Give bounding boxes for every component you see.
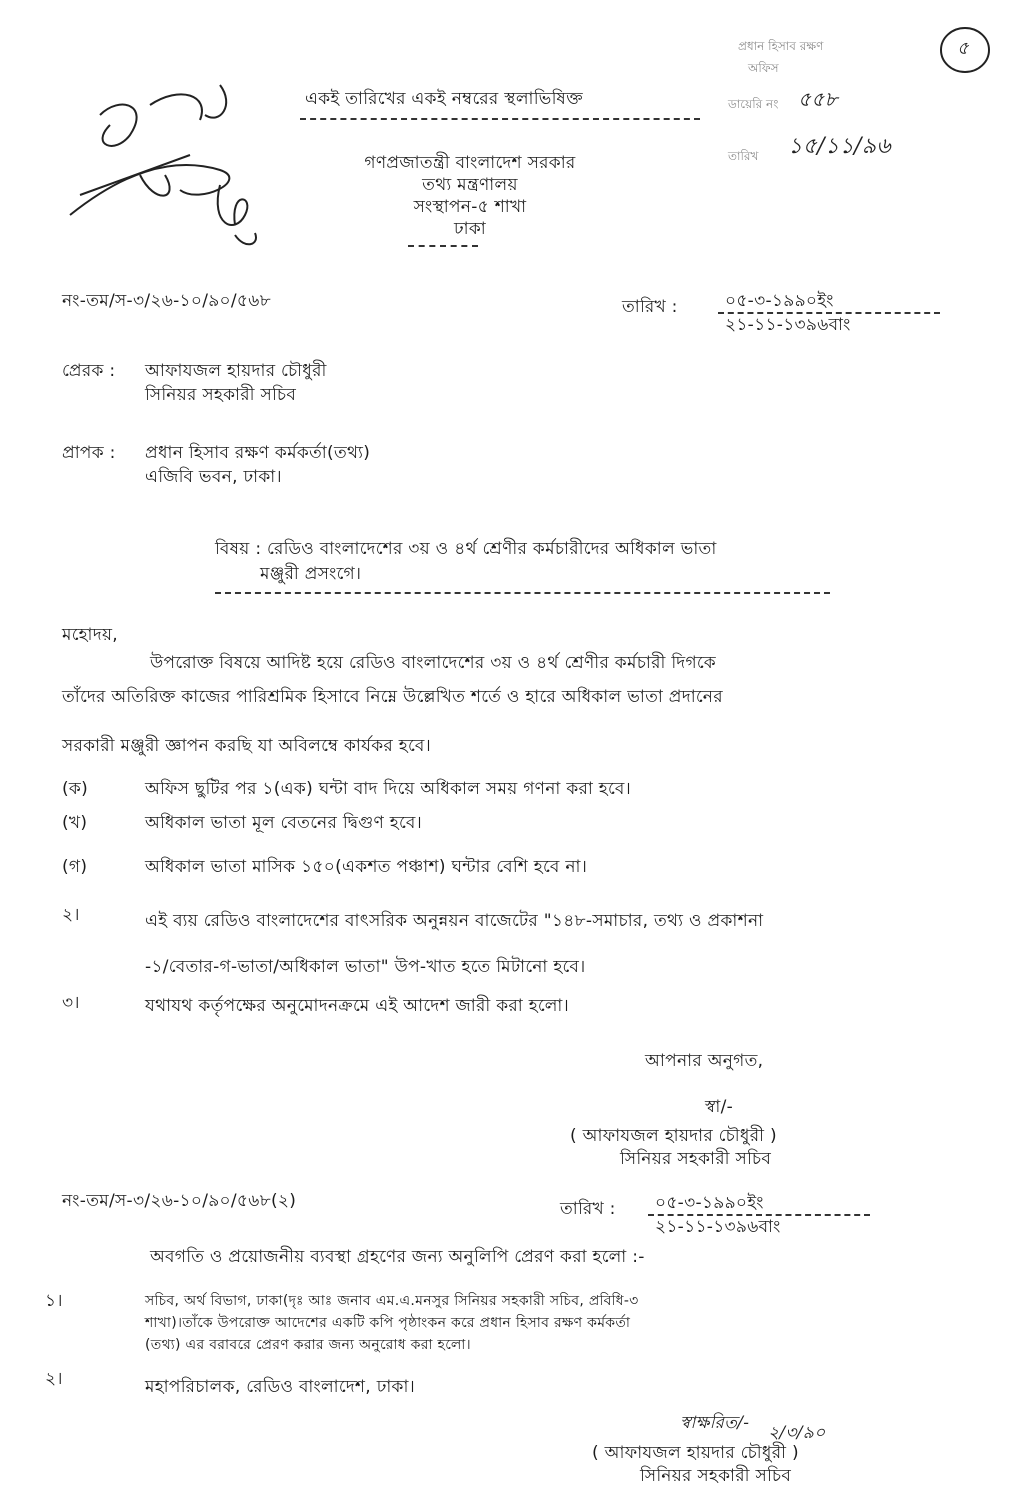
condition-text: অধিকাল ভাতা মাসিক ১৫০(একশত পঞ্চাশ) ঘন্টার বেশি হবে না। [145, 857, 588, 877]
signed-mark: স্বা/- [705, 1097, 734, 1117]
paragraph-mark: ৩। [62, 993, 80, 1013]
body-paragraph-line: -১/বেতার-গ-ভাতা/অধিকাল ভাতা" উপ-খাত হতে মিটানো হবে। [145, 957, 586, 977]
condition-mark: (ক) [62, 779, 89, 799]
memo-date-en: ০৫-৩-১৯৯০ইং [725, 291, 834, 311]
memo-date-bn: ২১-১১-১৩৯৬বাং [725, 315, 851, 335]
copy-intro: অবগতি ও প্রয়োজনীয় ব্যবস্থা গ্রহণের জন্য অনুলিপি প্রেরণ করা হলো :- [150, 1247, 645, 1267]
stamp-date-label: তারিখ [728, 149, 759, 163]
recipient-line-2: এজিবি ভবন, ঢাকা। [145, 467, 282, 487]
sender-designation: সিনিয়র সহকারী সচিব [145, 385, 297, 405]
sender-name: আফাযজল হায়দার চৌধুরী [145, 361, 327, 381]
signatory-designation: সিনিয়র সহকারী সচিব [620, 1149, 772, 1169]
condition-mark: (খ) [62, 813, 88, 833]
footer-signatory-designation: সিনিয়র সহকারী সচিব [640, 1466, 792, 1486]
signatory-name: ( আফাযজল হায়দার চৌধুরী ) [570, 1126, 777, 1146]
divider [215, 592, 830, 594]
subject-line-1: বিষয় : রেডিও বাংলাদেশের ৩য় ও ৪র্থ শ্রেণীর কর্মচারীদের অধিকাল ভাতা [215, 539, 717, 559]
condition-mark: (গ) [62, 857, 88, 877]
body-paragraph-line: এই ব্যয় রেডিও বাংলাদেশের বাৎসরিক অনুন্নয়ন বাজেটের "১৪৮-সমাচার, তথ্য ও প্রকাশনা [145, 911, 764, 931]
body-paragraph-line: উপরোক্ত বিষয়ে আদিষ্ট হয়ে রেডিও বাংলাদেশের ৩য় ও ৪র্থ শ্রেণীর কর্মচারী দিগকে [150, 653, 716, 673]
stamp-diary-number: ৫৫৮ [798, 87, 838, 111]
copy-item-mark: ১। [45, 1291, 63, 1311]
footer-signed-mark: স্বাক্ষরিত/- [680, 1413, 750, 1433]
body-paragraph-line: তাঁদের অতিরিক্ত কাজের পারিশ্রমিক হিসাবে নিম্নে উল্লেখিত শর্তে ও হারে অধিকাল ভাতা প্রদানের [62, 687, 723, 707]
condition-text: অফিস ছুটির পর ১(এক) ঘন্টা বাদ দিয়ে অধিকাল সময় গণনা করা হবে। [145, 779, 632, 799]
recipient-label: প্রাপক : [62, 443, 116, 463]
branch-name: সংস্থাপন-৫ শাখা [413, 197, 527, 217]
stamp-diary-label: ডায়েরি নং [728, 97, 779, 111]
copy-memo-date-en: ০৫-৩-১৯৯০ইং [655, 1193, 764, 1213]
copy-memo-date-label: তারিখ : [560, 1199, 616, 1219]
city-name: ঢাকা [454, 219, 486, 239]
page-number: ৫ [957, 38, 969, 59]
closing: আপনার অনুগত, [645, 1051, 764, 1071]
copy-item-line: (তথ্য) এর বরাবরে প্রেরণ করার জন্য অনুরোধ করা হলো। [145, 1337, 471, 1353]
copy-item-mark: ২। [45, 1369, 63, 1389]
stamp-date-value: ১৫/১১/৯৬ [788, 134, 891, 159]
memo-date-label: তারিখ : [622, 297, 678, 317]
footer-signatory-name: ( আফাযজল হায়দার চৌধুরী ) [592, 1443, 799, 1463]
copy-item-line: মহাপরিচালক, রেডিও বাংলাদেশ, ঢাকা। [145, 1377, 416, 1397]
divider [408, 245, 478, 247]
government-name: গণপ্রজাতন্ত্রী বাংলাদেশ সরকার [364, 153, 576, 173]
salutation: মহোদয়, [62, 625, 118, 645]
stamp-office-line-2: অফিস [748, 61, 779, 75]
memo-number: নং-তম/স-৩/২৬-১০/৯০/৫৬৮ [62, 291, 271, 311]
subject-line-2: মঞ্জুরী প্রসংগে। [260, 564, 362, 584]
condition-text: অধিকাল ভাতা মূল বেতনের দ্বিগুণ হবে। [145, 813, 422, 833]
stamp-office-line: প্রধান হিসাব রক্ষণ [738, 39, 824, 53]
copy-memo-date-bn: ২১-১১-১৩৯৬বাং [655, 1217, 781, 1237]
divider [300, 118, 700, 120]
sender-label: প্রেরক : [62, 361, 116, 381]
paragraph-mark: ২। [62, 905, 80, 925]
body-paragraph-line: যথাযথ কর্তৃপক্ষের অনুমোদনক্রমে এই আদেশ জারী করা হলো। [145, 996, 570, 1016]
copy-item-line: সচিব, অর্থ বিভাগ, ঢাকা(দৃঃ আঃ জনাব এম.এ.মনসুর সিনিয়র সহকারী সচিব, প্রবিধি-৩ [145, 1293, 639, 1309]
footer-signed-date: ২/৩/৯০ [768, 1423, 826, 1443]
body-paragraph-line: সরকারী মঞ্জুরী জ্ঞাপন করছি যা অবিলম্বে কার্যকর হবে। [62, 736, 431, 756]
copy-memo-number: নং-তম/স-৩/২৬-১০/৯০/৫৬৮(২) [62, 1191, 297, 1211]
ministry-name: তথ্য মন্ত্রণালয় [422, 175, 518, 195]
receipt-stamp [728, 38, 928, 178]
recipient-line-1: প্রধান হিসাব রক্ষণ কর্মকর্তা(তথ্য) [145, 443, 371, 463]
handwritten-signature-scribble [60, 75, 290, 265]
copy-item-line: শাখা)।তাঁকে উপরোক্ত আদেশের একটি কপি পৃষ্ঠাংকন করে প্রধান হিসাব রক্ষণ কর্মকর্তা [145, 1315, 631, 1331]
authenticated-copy-heading: একই তারিখের একই নম্বরের স্থলাভিষিক্ত [305, 89, 583, 109]
